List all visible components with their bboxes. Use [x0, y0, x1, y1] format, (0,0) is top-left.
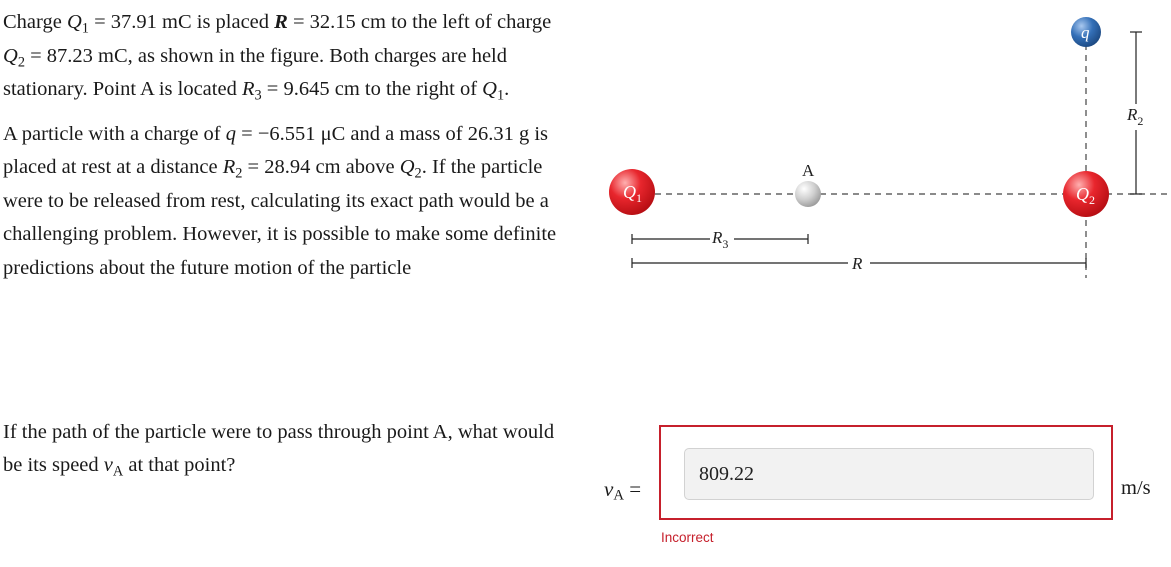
unit-label: m/s [1121, 477, 1151, 499]
answer-status-message: Incorrect [661, 530, 714, 545]
answer-box-incorrect [659, 425, 1113, 520]
charge-q1 [609, 169, 655, 215]
question-text: If the path of the particle were to pass through point A, what would be its speed $v_A$ at that point? [3, 421, 555, 480]
speed-answer-input[interactable] [684, 448, 1094, 500]
charge-diagram [600, 10, 1171, 300]
problem-paragraph-2: A particle with a charge of q = −6.551 μC and a mass of 26.31 g is placed at rest at a distance $R_2 = 28.94$ cm above $Q_2$. If the particle were to be released from rest, calculating its exact path would be a challenging problem. However, it is possible to make some definite predictions about the future motion of the particle [3, 122, 557, 279]
r3-label: $R_3$ [712, 228, 729, 251]
svg-text:q: q [1081, 23, 1090, 42]
r-label: R [852, 254, 863, 273]
particle-q [1071, 17, 1101, 47]
point-a-label: A [802, 161, 815, 180]
svg-text:Q2: $Q_2$ [1076, 184, 1095, 207]
problem-paragraph-1: Charge $Q_1 = 37.91$ mC is placed R = 32.15 cm to the left of charge $Q_2 = 87.23$ mC, as shown in the figure. Both charges are held stationary. Point A is located $R_3 = 9.645$ cm to the right of $Q_1$. [3, 11, 552, 104]
r2-label: $R_2$ [1127, 105, 1144, 128]
charge-q2 [1063, 171, 1109, 217]
answer-label: $v_A$ = [604, 477, 642, 504]
svg-text:Q1: $Q_1$ [623, 182, 642, 205]
problem-statement [3, 6, 563, 296]
point-a [795, 161, 821, 207]
